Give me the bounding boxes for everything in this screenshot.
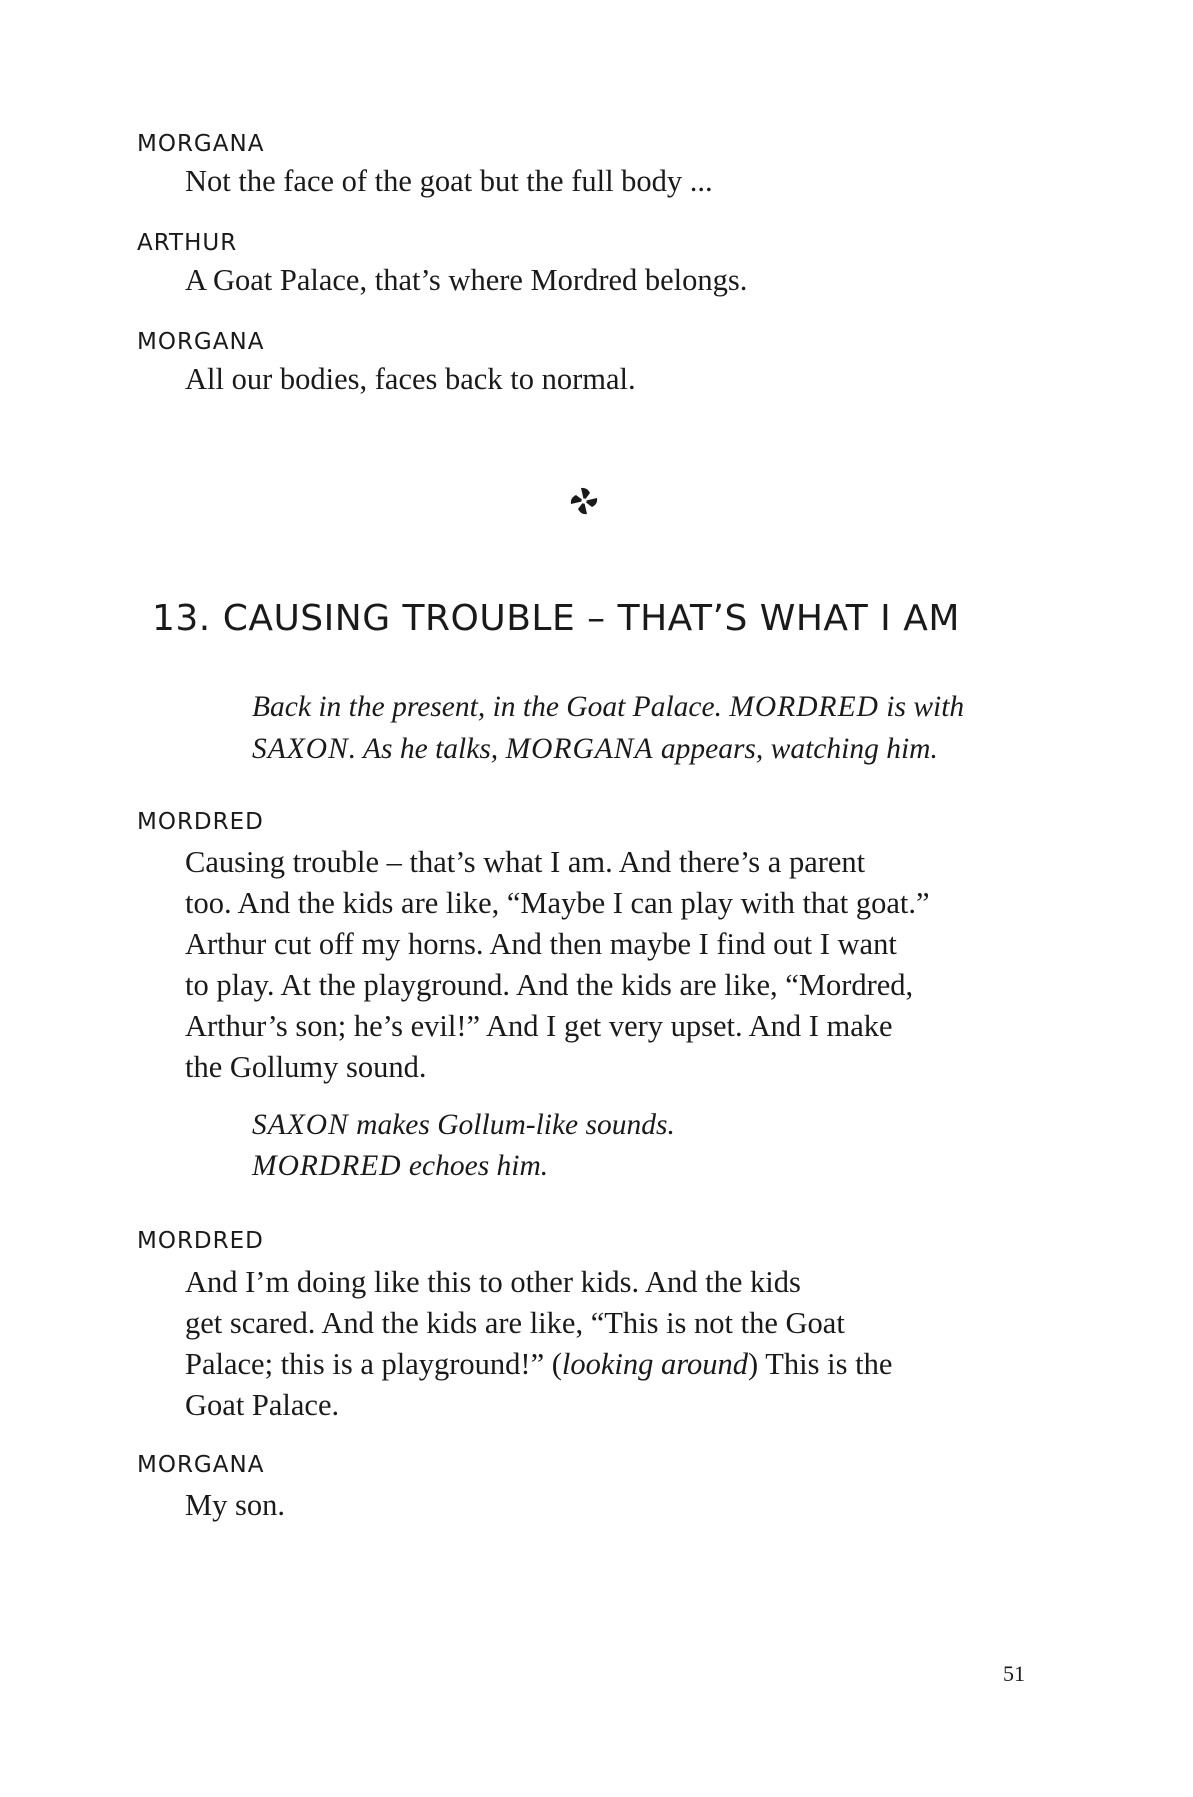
pinwheel-ornament-icon xyxy=(566,483,602,519)
dialogue-line: And I’m doing like this to other kids. And the kids xyxy=(185,1265,801,1299)
dialogue-line: Arthur cut off my horns. And then maybe I find out I want xyxy=(185,927,897,961)
stage-direction-line xyxy=(252,686,964,728)
character-name: SAXON xyxy=(252,733,349,765)
stage-direction-line xyxy=(252,1145,548,1187)
parenthetical-open: ( xyxy=(551,1347,562,1381)
stage-direction-text: makes Gollum-like sounds. xyxy=(356,1109,675,1141)
speaker-name: MORGANA xyxy=(137,131,265,157)
speaker-name: MORGANA xyxy=(137,1452,265,1478)
parenthetical-close: ) xyxy=(748,1347,759,1381)
dialogue-text: Palace; this is a playground!” xyxy=(185,1347,545,1381)
character-name: SAXON xyxy=(252,1109,349,1141)
dialogue-line: A Goat Palace, that’s where Mordred belongs. xyxy=(185,263,748,297)
dialogue-line: Goat Palace. xyxy=(185,1388,340,1422)
stage-direction-text: Back in the present, in the Goat Palace. xyxy=(252,691,722,723)
dialogue-text: This is the xyxy=(765,1347,893,1381)
stage-direction-text: is with xyxy=(886,691,965,723)
dialogue-line: to play. At the playground. And the kids are like, “Mordred, xyxy=(185,968,914,1002)
stage-direction-line xyxy=(252,1104,675,1146)
speaker-name: MORGANA xyxy=(137,329,265,355)
speaker-name: ARTHUR xyxy=(137,230,238,256)
dialogue-line xyxy=(185,1344,892,1384)
dialogue-line: All our bodies, faces back to normal. xyxy=(185,362,636,396)
character-name: MORGANA xyxy=(505,733,654,765)
dialogue-line: My son. xyxy=(185,1488,285,1522)
stage-direction-text: echoes him. xyxy=(408,1150,549,1182)
parenthetical: looking around xyxy=(561,1347,749,1381)
dialogue-line: Arthur’s son; he’s evil!” And I get very upset. And I make xyxy=(185,1009,893,1043)
dialogue-line: too. And the kids are like, “Maybe I can play with that goat.” xyxy=(185,886,930,920)
dialogue-line: the Gollumy sound. xyxy=(185,1050,427,1084)
speaker-name: MORDRED xyxy=(137,809,264,835)
stage-direction-text: appears, watching him. xyxy=(660,733,938,765)
character-name: MORDRED xyxy=(252,1150,402,1182)
character-name: MORDRED xyxy=(729,691,879,723)
dialogue-line: Not the face of the goat but the full body ... xyxy=(185,164,713,198)
speaker-name: MORDRED xyxy=(137,1228,264,1254)
dialogue-line: Causing trouble – that’s what I am. And there’s a parent xyxy=(185,845,866,879)
dialogue-line: get scared. And the kids are like, “This is not the Goat xyxy=(185,1306,845,1340)
stage-direction-line xyxy=(252,728,938,770)
scene-heading: 13. CAUSING TROUBLE – THAT’S WHAT I AM xyxy=(152,598,960,639)
stage-direction-text: . As he talks, xyxy=(348,733,499,765)
page-number: 51 xyxy=(1003,1661,1025,1686)
